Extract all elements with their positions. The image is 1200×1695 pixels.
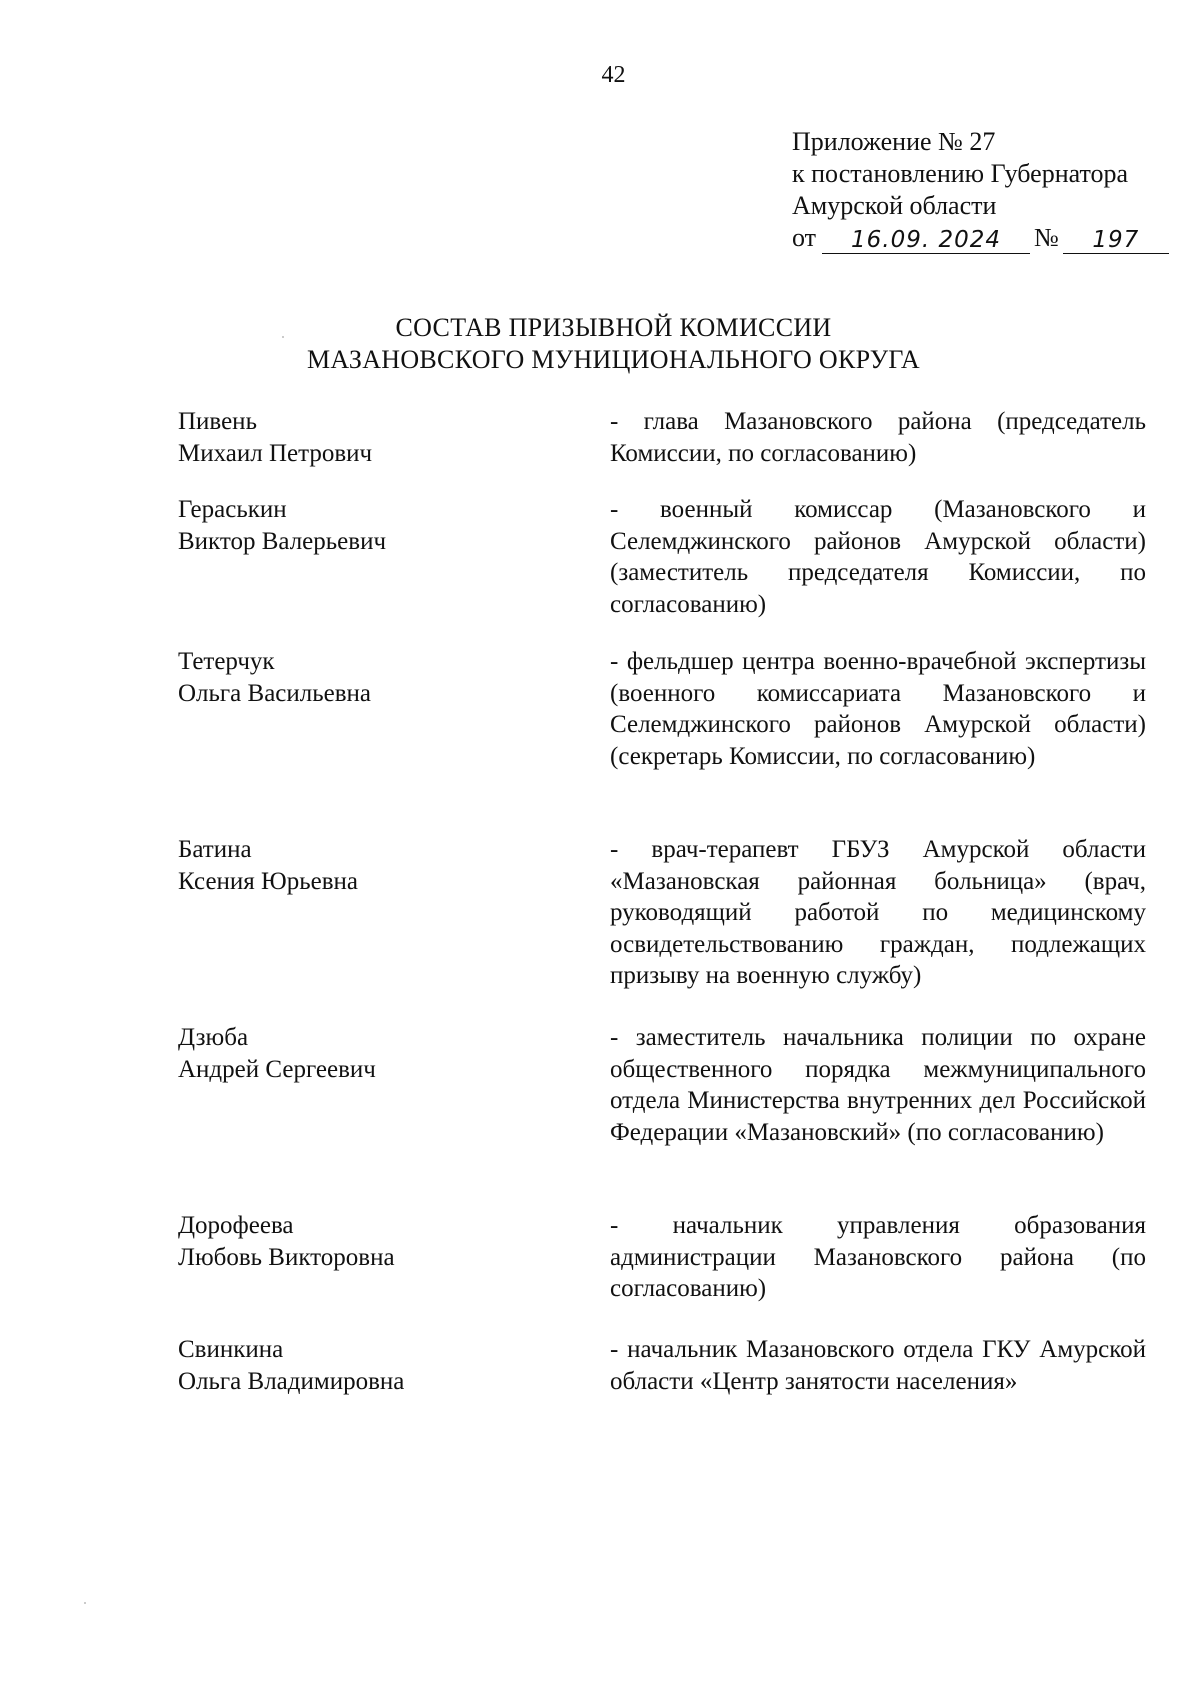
member-surname: Свинкина (178, 1336, 284, 1363)
member-name (178, 1334, 598, 1434)
number-sign: № (1034, 223, 1059, 252)
member-given-names: Любовь Викторовна (178, 1243, 395, 1271)
member-surname: Дзюба (178, 1024, 249, 1051)
member-name (178, 1210, 598, 1334)
date-prefix: от (792, 223, 817, 252)
title-line-2: МАЗАНОВСКОГО МУНИЦИОНАЛЬНОГО ОКРУГА (307, 345, 920, 374)
appendix-reference: к постановлению Губернатора (792, 159, 1129, 188)
member-given-names: Андрей Сергеевич (178, 1055, 376, 1083)
member-role: - начальник управления образования администрации Мазановского района (по согласованию) (610, 1212, 1146, 1302)
member-surname: Дорофеева (178, 1212, 294, 1239)
member-role: - фельдшер центра военно-врачебной экспертизы (военного комиссариата Мазановского и Селемджинского районов Амурской области) (секретарь Комиссии, по согласованию) (610, 648, 1146, 770)
member-role: - заместитель начальника полиции по охране общественного порядка межмуниципального отдела Министерства внутренних дел Российской Федерации «Мазановский» (по согласованию) (610, 1024, 1146, 1146)
member-entry (178, 1022, 1146, 1210)
member-given-names: Михаил Петрович (178, 439, 373, 467)
title-line-1: СОСТАВ ПРИЗЫВНОЙ КОМИССИИ (395, 313, 832, 342)
member-role: - военный комиссар (Мазановского и Селемджинского районов Амурской области) (заместитель председателя Комиссии, по согласованию) (610, 496, 1146, 618)
scan-speck (282, 336, 284, 338)
handwritten-number: 197 (1063, 227, 1169, 254)
member-entry (178, 646, 1146, 834)
member-surname: Батина (178, 836, 252, 863)
member-name (178, 494, 598, 646)
member-name (178, 1022, 598, 1210)
scan-speck (84, 1602, 86, 1604)
appendix-region: Амурской области (792, 191, 997, 220)
member-role: - врач-терапевт ГБУЗ Амурской области «Мазановская районная больница» (врач, руководящий работой по медицинскому освидетельствованию граждан, подлежащих призыву на военную службу) (610, 836, 1146, 989)
member-name (178, 646, 598, 834)
page-number: 42 (601, 62, 626, 88)
document-title (0, 312, 1200, 376)
members-list (178, 406, 1146, 1434)
member-entry (178, 1334, 1146, 1434)
member-role: - глава Мазановского района (председатель Комиссии, по согласованию) (610, 408, 1146, 467)
member-entry (178, 494, 1146, 646)
member-entry (178, 406, 1146, 494)
handwritten-date: 16.09. 2024 (822, 227, 1030, 254)
appendix-header (792, 126, 1169, 254)
appendix-title: Приложение № 27 (792, 127, 996, 156)
member-surname: Тетерчук (178, 648, 275, 675)
member-entry (178, 1210, 1146, 1334)
member-given-names: Ксения Юрьевна (178, 867, 359, 895)
member-given-names: Ольга Владимировна (178, 1367, 405, 1395)
member-surname: Гераськин (178, 496, 287, 523)
member-name (178, 406, 598, 494)
member-surname: Пивень (178, 408, 257, 435)
member-name (178, 834, 598, 1022)
member-given-names: Ольга Васильевна (178, 679, 372, 707)
appendix-date-number (792, 222, 1169, 254)
member-role: - начальник Мазановского отдела ГКУ Амурской области «Центр занятости населения» (610, 1336, 1146, 1395)
member-given-names: Виктор Валерьевич (178, 527, 387, 555)
member-entry (178, 834, 1146, 1022)
